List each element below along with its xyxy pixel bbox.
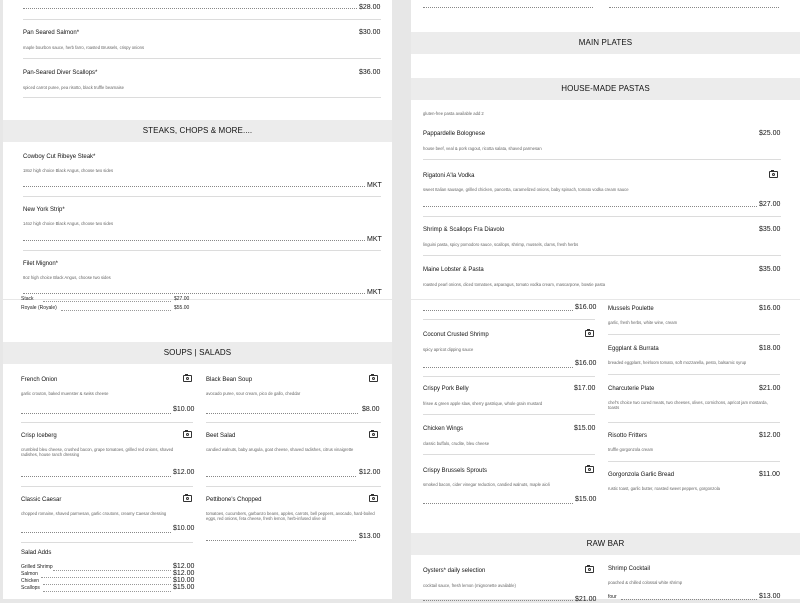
item-portion: four [608,594,617,600]
item-price: $30.00 [359,29,381,36]
item-name: Chicken Wings [423,426,464,432]
divider [423,414,595,415]
item-price: $21.00 [575,596,597,603]
price-leader [609,7,779,8]
menu-line-price: $27.00 [174,296,190,302]
item-description: roasted pearl onions, diced tomatoes, asparagus, tomato vodka cream, mascarpone, bowtie pasta [423,282,606,287]
item-name: Mussels Poulette [608,306,654,312]
item-description: garlic crouton, baked muenster & swiss cheese [21,391,109,396]
divider [23,250,381,251]
divider [21,542,193,543]
item-price: $35.00 [759,266,781,273]
divider [206,422,381,423]
salad-adds-title: Salad Adds [21,550,52,556]
price-leader [61,310,171,311]
divider [423,454,595,455]
add-label: Chicken [21,578,40,584]
section-header: STEAKS, CHOPS & MORE.... [3,120,392,142]
camera-icon[interactable] [585,466,594,473]
item-description: rustic toast, garlic butter, roasted sweet peppers, gorgonzola [608,486,720,491]
price-leader [21,532,171,533]
item-price: $13.00 [359,533,381,540]
item-description: avocado puree, sour cream, pico de gallo, cheddar [206,391,301,396]
item-name: Shrimp Cocktail [608,566,651,572]
divider [608,422,780,423]
add-price: $10.00 [173,577,195,584]
item-name: Pappardelle Bolognese [423,131,486,137]
add-label: Grilled Shrimp [21,564,53,570]
menu-panel-bottom-right [411,300,800,603]
price-leader [23,293,365,294]
item-price: $15.00 [575,496,597,503]
item-description: house beef, veal & pork ragout, ricotta salata, shaved parmesan [423,146,542,151]
add-price: $15.00 [173,584,195,591]
camera-icon[interactable] [369,495,378,502]
divider [423,319,595,320]
price-leader [23,186,365,187]
add-price: $12.00 [173,563,195,570]
price-leader [21,413,171,414]
item-description: garlic, fresh herbs, white wine, cream [608,320,678,325]
item-name: Pettibone's Chopped [206,497,262,503]
item-description: frisee & green apple slaw, sherry gastrique, whole grain mustard [423,401,543,406]
item-description: classic buffalo, crudite, bleu cheese [423,441,490,446]
divider [21,486,193,487]
section-note: gluten-free pasta available add 2 [423,111,484,116]
section-header: MAIN PLATES [411,32,800,54]
divider [608,461,780,462]
menu-line-label: Royale (Royale) [21,305,57,311]
item-name: Classic Caesar [21,497,62,503]
camera-icon[interactable] [183,431,192,438]
add-label: Salmon [21,571,38,577]
item-name: Black Bean Soup [206,377,253,383]
divider [423,216,781,217]
divider [21,422,193,423]
item-name: Crispy Brussels Sprouts [423,468,488,474]
menu-line-price: $55.00 [174,305,190,311]
divider [23,196,381,197]
item-name: Filet Mignon* [23,261,59,267]
item-description: spiced carrot puree, pea risotto, black truffle bearnaise [23,85,124,90]
item-name: French Onion [21,377,58,383]
price-leader [423,7,593,8]
camera-icon[interactable] [369,375,378,382]
divider [608,374,780,375]
price-leader [41,577,171,578]
price-leader [621,599,757,600]
divider [423,255,781,256]
item-price: $10.00 [173,525,195,532]
item-price: $17.00 [574,385,596,392]
item-description: 8oz high choice Black Angus, choose two sides [23,275,111,280]
item-description: truffle gorgonzola cream [608,447,654,452]
divider [423,159,781,160]
price-leader [423,367,573,368]
camera-icon[interactable] [183,495,192,502]
divider [206,486,381,487]
price-leader [43,584,171,585]
item-description: sweet Italian sausage, grilled chicken, pancetta, caramelized onions, baby spinach, tomato vodka cream sauce [423,187,629,192]
item-price: $21.00 [759,385,781,392]
item-price: $25.00 [759,130,781,137]
item-name: Risotto Fritters [608,433,648,439]
item-description: maple bourbon sauce, herb farro, roasted Brussels, crispy onions [23,45,145,50]
add-price: $12.00 [173,570,195,577]
item-price: $18.00 [759,345,781,352]
price-leader [206,413,358,414]
item-price: $16.00 [575,360,597,367]
section-header: HOUSE-MADE PASTAS [411,78,800,100]
item-price: MKT [367,182,382,189]
price-leader [43,591,171,592]
price-leader [423,503,573,504]
camera-icon[interactable] [183,375,192,382]
item-description: breaded eggplant, heirloom tomato, soft mozzarella, pesto, balsamic syrup [608,360,747,365]
item-name: Maine Lobster & Pasta [423,267,484,273]
divider [423,376,595,377]
price-leader [21,476,171,477]
item-description: chef's choice two cured meats, two cheeses, olives, cornichons, apricot jam mostarda, toasts [608,400,768,411]
price-leader [206,476,356,477]
item-price: $12.00 [173,469,195,476]
item-description: tomatoes, cucumbers, garbanzo beans, apples, carrots, bell peppers, avocado, hard-boiled eggs, red onions, feta cheese, fresh lemon, herb-infused olive oil [206,511,375,522]
item-name: Gorgonzola Garlic Bread [608,472,675,478]
item-name: Eggplant & Burrata [608,346,659,352]
divider [608,334,780,335]
item-price: $16.00 [575,304,597,311]
item-description: crumbled bleu cheese, crushed bacon, grape tomatoes, grilled red onions, shaved radishes, house ranch dressing [21,447,174,458]
item-price: MKT [367,236,382,243]
item-price: $35.00 [759,226,781,233]
price-leader [23,240,365,241]
section-header: SOUPS | SALADS [3,342,392,364]
item-description: poached & chilled colossal white shrimp [608,580,683,585]
item-price: $36.00 [359,69,381,76]
divider [23,19,381,20]
item-price: $28.00 [359,4,381,11]
camera-icon[interactable] [585,566,594,573]
item-description: spicy apricot dipping sauce [423,347,474,352]
item-price: $8.00 [362,406,380,413]
item-name: Shrimp & Scallops Fra Diavolo [423,227,505,233]
add-label: Scallops [21,585,40,591]
divider [23,97,381,98]
item-name: Crispy Pork Belly [423,386,469,392]
item-price: $11.00 [759,471,780,478]
item-name: Rigatoni A'la Vodka [423,173,475,179]
item-description: candied walnuts, baby arugula, goat cheese, shaved radishes, citrus vinaigrette [206,447,354,452]
menu-panel-bottom-left [3,296,392,599]
item-description: 18oz high choice Black Angus, choose two sides [23,168,114,173]
price-leader [206,540,356,541]
item-name: Crisp Iceberg [21,433,57,439]
item-name: Coconut Crusted Shrimp [423,332,489,338]
item-description: 14oz high choice Black Angus, choose two sides [23,221,114,226]
price-leader [423,206,757,207]
item-price: $13.00 [759,593,781,600]
item-name: Beet Salad [206,433,236,439]
item-name: New York Strip* [23,207,65,213]
item-name: Pan Seared Salmon* [23,30,80,36]
item-name: Pan-Seared Diver Scallops* [23,70,98,76]
item-name: Oysters* daily selection [423,568,486,574]
price-leader [423,600,573,601]
item-description: linguini pasta, spicy pomodoro sauce, scallops, shrimp, mussels, clams, fresh herbs [423,242,579,247]
section-header: RAW BAR [411,533,800,555]
item-price: $10.00 [173,406,195,413]
item-description: cocktail sauce, fresh lemon (mignonette available) [423,583,516,588]
item-description: chopped romaine, shaved parmesan, garlic croutons, creamy Caesar dressing [21,511,167,516]
item-price: $12.00 [759,432,781,439]
camera-icon[interactable] [585,330,594,337]
item-price: $12.00 [359,469,381,476]
item-price: $27.00 [759,201,781,208]
item-name: Charcuterie Plate [608,386,655,392]
item-name: Cowboy Cut Ribeye Steak* [23,154,96,160]
item-price: $16.00 [759,305,781,312]
price-leader [23,8,357,9]
menu-panel-top-right [411,0,800,299]
divider [23,58,381,59]
price-leader [423,310,573,311]
menu-line-label: Stack [21,296,34,302]
menu-panel-top-left [3,0,392,299]
price-leader [53,570,171,571]
item-price: $15.00 [574,425,596,432]
camera-icon[interactable] [769,171,778,178]
item-description: smoked bacon, cider vinegar reduction, candied walnuts, maple aioli [423,482,550,487]
item-price: MKT [367,289,382,296]
camera-icon[interactable] [369,431,378,438]
price-leader [43,301,171,302]
